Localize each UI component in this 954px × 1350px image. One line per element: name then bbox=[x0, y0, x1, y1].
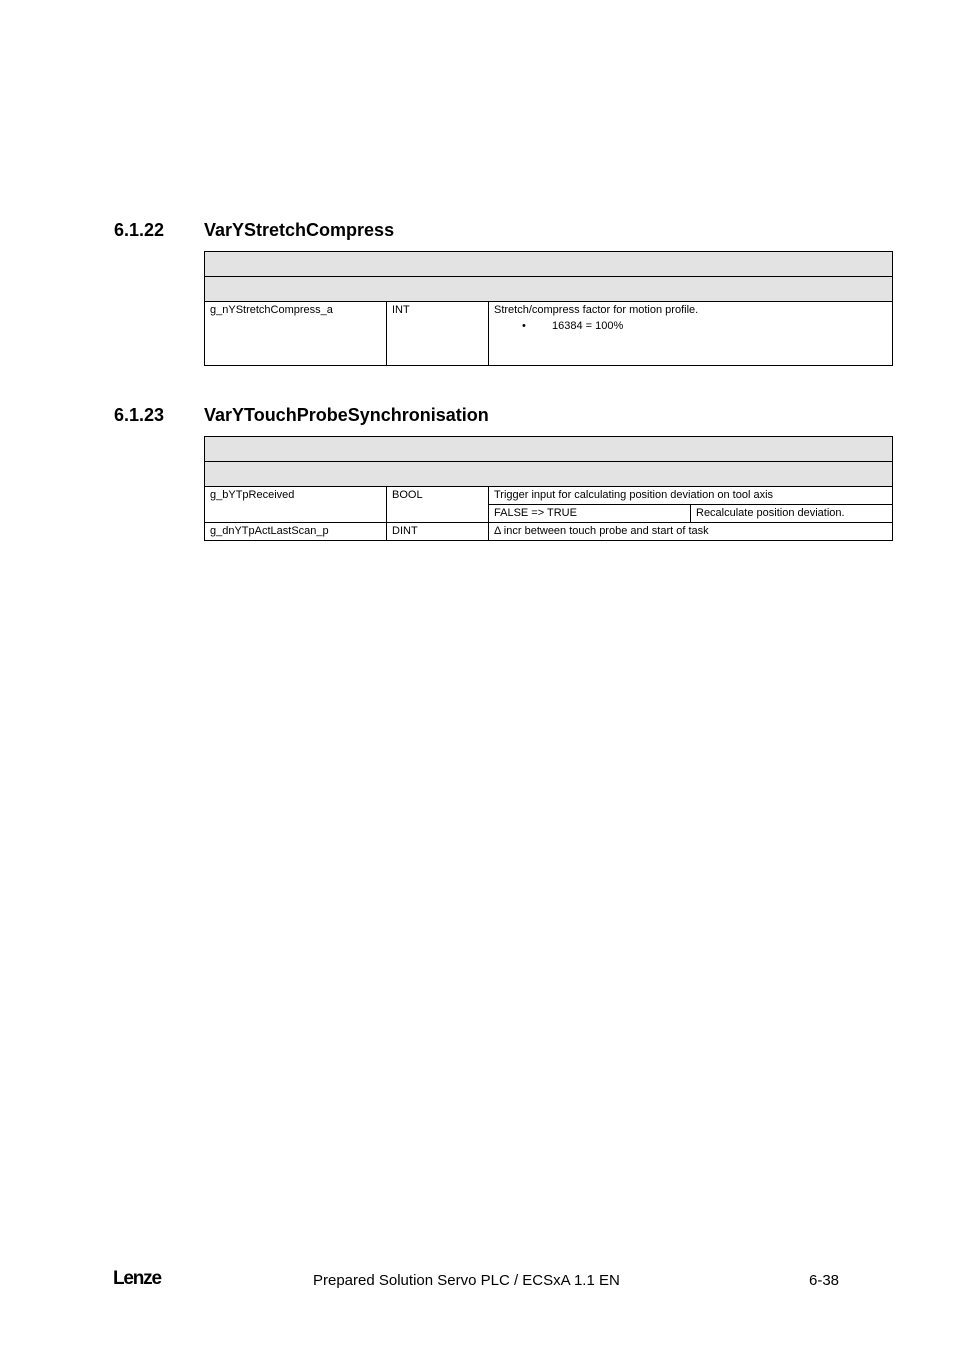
variable-description-cell bbox=[489, 302, 893, 366]
bullet-item: • 16384 = 100% bbox=[522, 320, 624, 332]
variable-type: INT bbox=[387, 302, 489, 366]
table-subheader-row bbox=[205, 277, 893, 302]
value-meaning: Recalculate position deviation. bbox=[691, 505, 893, 523]
section-number: 6.1.23 bbox=[114, 405, 165, 425]
var-table-stretch-compress bbox=[204, 251, 893, 366]
table-header-row bbox=[205, 252, 893, 277]
table-row bbox=[205, 523, 893, 541]
variable-name: g_nYStretchCompress_a bbox=[205, 302, 387, 366]
variable-name: g_dnYTpActLastScan_p bbox=[205, 523, 387, 541]
table-subheader-row bbox=[205, 462, 893, 487]
variable-description: Trigger input for calculating position deviation on tool axis bbox=[489, 487, 893, 505]
table-header-row bbox=[205, 437, 893, 462]
section-heading-6-1-23 bbox=[114, 405, 489, 426]
section-title: VarYStretchCompress bbox=[204, 220, 395, 240]
table-row bbox=[205, 487, 893, 505]
page-number: 6-38 bbox=[809, 1272, 840, 1289]
variable-description: Stretch/compress factor for motion profile. bbox=[494, 304, 699, 316]
bullet-icon: • bbox=[522, 320, 526, 332]
variable-type: BOOL bbox=[387, 487, 489, 523]
variable-type: DINT bbox=[387, 523, 489, 541]
lenze-logo: Lenze bbox=[113, 1268, 161, 1289]
variable-description: Δ incr between touch probe and start of task bbox=[489, 523, 893, 541]
var-table-touch-probe bbox=[204, 436, 893, 541]
section-heading-6-1-22 bbox=[114, 220, 394, 241]
table-row bbox=[205, 302, 893, 366]
variable-name: g_bYTpReceived bbox=[205, 487, 387, 523]
value-condition: FALSE => TRUE bbox=[489, 505, 691, 523]
section-title: VarYTouchProbeSynchronisation bbox=[204, 405, 489, 425]
footer-document-title: Prepared Solution Servo PLC / ECSxA 1.1 EN bbox=[313, 1272, 620, 1289]
section-number: 6.1.22 bbox=[114, 220, 165, 240]
